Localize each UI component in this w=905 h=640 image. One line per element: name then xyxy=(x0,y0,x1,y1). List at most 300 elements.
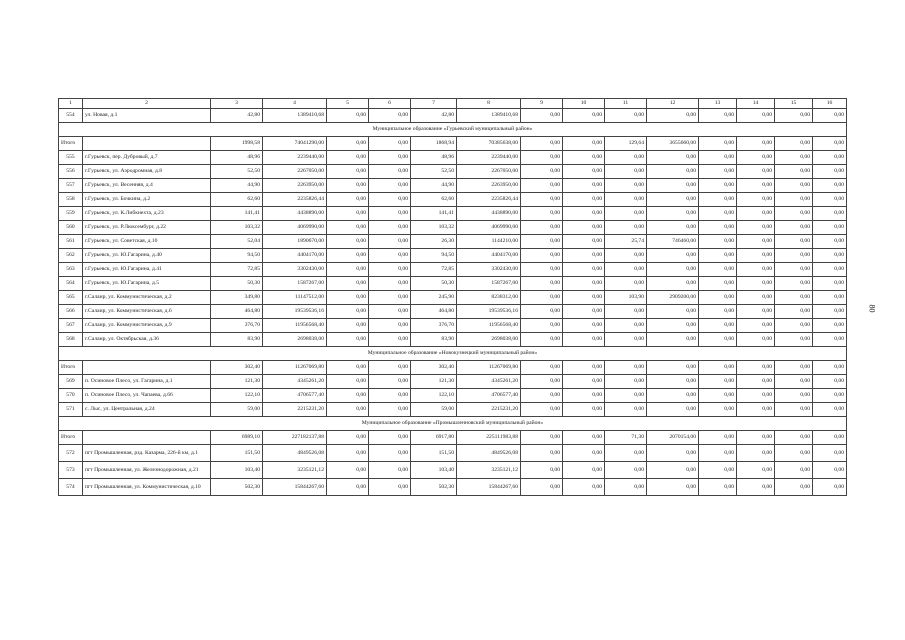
value-cell: 0,00 xyxy=(563,305,605,319)
value-cell: 0,00 xyxy=(521,221,563,235)
value-cell: 6989,10 xyxy=(211,431,263,445)
value-cell: 11956568,40 xyxy=(263,319,327,333)
value-cell: 0,00 xyxy=(813,109,847,123)
value-cell: 227182137,88 xyxy=(263,431,327,445)
value-cell: 0,00 xyxy=(327,361,369,375)
address-cell: п. Осиновое Плесо, ул. Гагарина, д.1 xyxy=(83,375,211,389)
table-row xyxy=(59,249,847,263)
value-cell: 0,00 xyxy=(699,319,737,333)
value-cell: 50,30 xyxy=(211,277,263,291)
value-cell: 62,60 xyxy=(211,193,263,207)
value-cell: 0,00 xyxy=(605,221,647,235)
value-cell: 1389410,68 xyxy=(457,109,521,123)
address-cell xyxy=(83,361,211,375)
value-cell: 0,00 xyxy=(327,305,369,319)
value-cell: 0,00 xyxy=(775,375,813,389)
value-cell: 52,50 xyxy=(211,165,263,179)
value-cell: 0,00 xyxy=(737,445,775,462)
value-cell: 464,80 xyxy=(211,305,263,319)
value-cell: 0,00 xyxy=(775,109,813,123)
value-cell: 502,30 xyxy=(411,479,457,496)
value-cell: 0,00 xyxy=(369,165,411,179)
value-cell: 0,00 xyxy=(563,445,605,462)
value-cell: 0,00 xyxy=(605,179,647,193)
value-cell: 0,00 xyxy=(813,137,847,151)
section-row xyxy=(59,347,847,361)
value-cell: 0,00 xyxy=(369,445,411,462)
value-cell: 0,00 xyxy=(369,235,411,249)
value-cell: 25,74 xyxy=(605,235,647,249)
address-cell: пгт Промышленная, ул. Коммунистическая, д.10 xyxy=(83,479,211,496)
value-cell: 0,00 xyxy=(521,109,563,123)
table-row xyxy=(59,151,847,165)
value-cell: 0,00 xyxy=(737,263,775,277)
value-cell: 0,00 xyxy=(647,445,699,462)
value-cell: 0,00 xyxy=(647,319,699,333)
value-cell: 0,00 xyxy=(521,389,563,403)
row-number-cell: 556 xyxy=(59,165,83,179)
address-cell: г.Салаир, ул. Коммунистическая, д.2 xyxy=(83,291,211,305)
value-cell: 0,00 xyxy=(605,249,647,263)
document-page xyxy=(58,98,846,496)
column-header: 3 xyxy=(211,99,263,109)
value-cell: 0,00 xyxy=(563,431,605,445)
table-row xyxy=(59,319,847,333)
value-cell: 0,00 xyxy=(369,462,411,479)
value-cell: 302,40 xyxy=(211,361,263,375)
value-cell: 0,00 xyxy=(521,403,563,417)
value-cell: 0,00 xyxy=(813,445,847,462)
value-cell: 0,00 xyxy=(813,235,847,249)
row-number-cell: 561 xyxy=(59,235,83,249)
address-cell: пгт Промышленная, ул. Железнодорожная, д.21 xyxy=(83,462,211,479)
table-row xyxy=(59,137,847,151)
row-number-cell: 574 xyxy=(59,479,83,496)
column-header: 8 xyxy=(457,99,521,109)
row-number-cell: 554 xyxy=(59,109,83,123)
value-cell: 0,00 xyxy=(737,179,775,193)
value-cell: 3302430,00 xyxy=(263,263,327,277)
address-cell xyxy=(83,137,211,151)
value-cell: 0,00 xyxy=(813,462,847,479)
value-cell: 0,00 xyxy=(699,479,737,496)
value-cell: 0,00 xyxy=(521,235,563,249)
value-cell: 4404170,00 xyxy=(457,249,521,263)
row-number-cell: 571 xyxy=(59,403,83,417)
value-cell: 122,10 xyxy=(211,389,263,403)
value-cell: 0,00 xyxy=(327,389,369,403)
value-cell: 72,85 xyxy=(211,263,263,277)
value-cell: 103,40 xyxy=(211,462,263,479)
value-cell: 0,00 xyxy=(775,361,813,375)
value-cell: 0,00 xyxy=(369,263,411,277)
row-number-cell: 572 xyxy=(59,445,83,462)
value-cell: 0,00 xyxy=(699,179,737,193)
value-cell: 6917,80 xyxy=(411,431,457,445)
section-title: Муниципальное образование «Промышленновский муниципальный район» xyxy=(59,417,847,431)
row-number-cell: Итого xyxy=(59,137,83,151)
value-cell: 0,00 xyxy=(563,249,605,263)
row-number-cell: 555 xyxy=(59,151,83,165)
value-cell: 0,00 xyxy=(521,431,563,445)
value-cell: 0,00 xyxy=(647,193,699,207)
value-cell: 0,00 xyxy=(327,221,369,235)
section-row xyxy=(59,123,847,137)
value-cell: 0,00 xyxy=(647,207,699,221)
value-cell: 464,80 xyxy=(411,305,457,319)
value-cell: 74041290,00 xyxy=(263,137,327,151)
table-row xyxy=(59,179,847,193)
value-cell: 11267069,80 xyxy=(457,361,521,375)
value-cell: 0,00 xyxy=(605,165,647,179)
value-cell: 52,50 xyxy=(411,165,457,179)
value-cell: 0,00 xyxy=(813,431,847,445)
value-cell: 502,30 xyxy=(211,479,263,496)
row-number-cell: 570 xyxy=(59,389,83,403)
value-cell: 0,00 xyxy=(563,235,605,249)
value-cell: 0,00 xyxy=(813,479,847,496)
value-cell: 0,00 xyxy=(369,291,411,305)
column-header: 15 xyxy=(775,99,813,109)
table-row xyxy=(59,165,847,179)
value-cell: 0,00 xyxy=(605,207,647,221)
value-cell: 0,00 xyxy=(813,221,847,235)
column-header: 2 xyxy=(83,99,211,109)
value-cell: 245,90 xyxy=(411,291,457,305)
value-cell: 48,96 xyxy=(411,151,457,165)
value-cell: 0,00 xyxy=(521,193,563,207)
column-header: 11 xyxy=(605,99,647,109)
value-cell: 0,00 xyxy=(813,389,847,403)
value-cell: 15844267,60 xyxy=(263,479,327,496)
value-cell: 50,30 xyxy=(411,277,457,291)
value-cell: 0,00 xyxy=(327,375,369,389)
value-cell: 0,00 xyxy=(521,291,563,305)
value-cell: 0,00 xyxy=(699,165,737,179)
value-cell: 0,00 xyxy=(563,361,605,375)
table-row xyxy=(59,333,847,347)
address-cell: г.Гурьевск, ул. Р.Люксембург, д.22 xyxy=(83,221,211,235)
value-cell: 0,00 xyxy=(699,137,737,151)
value-cell: 0,00 xyxy=(605,445,647,462)
value-cell: 0,00 xyxy=(563,479,605,496)
value-cell: 0,00 xyxy=(737,291,775,305)
value-cell: 746460,00 xyxy=(647,235,699,249)
value-cell: 0,00 xyxy=(521,305,563,319)
value-cell: 0,00 xyxy=(369,361,411,375)
value-cell: 0,00 xyxy=(737,137,775,151)
column-header: 16 xyxy=(813,99,847,109)
value-cell: 0,00 xyxy=(521,445,563,462)
value-cell: 0,00 xyxy=(813,305,847,319)
value-cell: 0,00 xyxy=(521,179,563,193)
value-cell: 0,00 xyxy=(369,479,411,496)
value-cell: 59,00 xyxy=(211,403,263,417)
value-cell: 0,00 xyxy=(647,179,699,193)
value-cell: 0,00 xyxy=(775,462,813,479)
address-cell: г.Гурьевск, ул. К.Либкнехта, д.23 xyxy=(83,207,211,221)
value-cell: 0,00 xyxy=(369,109,411,123)
value-cell: 0,00 xyxy=(605,277,647,291)
value-cell: 19539536,16 xyxy=(457,305,521,319)
row-number-cell: 564 xyxy=(59,277,83,291)
value-cell: 0,00 xyxy=(563,375,605,389)
value-cell: 0,00 xyxy=(605,375,647,389)
address-cell: г.Гурьевск, ул. Ю.Гагарина, д.41 xyxy=(83,263,211,277)
column-header: 14 xyxy=(737,99,775,109)
value-cell: 376,70 xyxy=(411,319,457,333)
value-cell: 0,00 xyxy=(605,333,647,347)
row-number-cell: Итого xyxy=(59,361,83,375)
value-cell: 0,00 xyxy=(369,333,411,347)
value-cell: 0,00 xyxy=(369,431,411,445)
value-cell: 0,00 xyxy=(563,263,605,277)
value-cell: 0,00 xyxy=(327,263,369,277)
value-cell: 0,00 xyxy=(737,389,775,403)
value-cell: 42,80 xyxy=(411,109,457,123)
value-cell: 0,00 xyxy=(775,235,813,249)
value-cell: 0,00 xyxy=(775,137,813,151)
value-cell: 151,50 xyxy=(211,445,263,462)
value-cell: 0,00 xyxy=(699,462,737,479)
column-header: 13 xyxy=(699,99,737,109)
value-cell: 1587267,00 xyxy=(457,277,521,291)
table-row xyxy=(59,235,847,249)
value-cell: 0,00 xyxy=(775,389,813,403)
value-cell: 0,00 xyxy=(775,319,813,333)
value-cell: 0,00 xyxy=(737,235,775,249)
value-cell: 0,00 xyxy=(563,165,605,179)
table-row xyxy=(59,479,847,496)
value-cell: 44,90 xyxy=(211,179,263,193)
value-cell: 72,85 xyxy=(411,263,457,277)
value-cell: 0,00 xyxy=(699,207,737,221)
value-cell: 0,00 xyxy=(369,179,411,193)
value-cell: 0,00 xyxy=(737,462,775,479)
value-cell: 3655660,00 xyxy=(647,137,699,151)
value-cell: 0,00 xyxy=(369,403,411,417)
value-cell: 0,00 xyxy=(327,109,369,123)
value-cell: 0,00 xyxy=(369,193,411,207)
value-cell: 0,00 xyxy=(647,221,699,235)
value-cell: 70385638,00 xyxy=(457,137,521,151)
row-number-cell: 559 xyxy=(59,207,83,221)
column-header: 10 xyxy=(563,99,605,109)
table-row xyxy=(59,291,847,305)
value-cell: 0,00 xyxy=(647,333,699,347)
value-cell: 0,00 xyxy=(521,151,563,165)
value-cell: 0,00 xyxy=(327,179,369,193)
value-cell: 1998,58 xyxy=(211,137,263,151)
value-cell: 103,32 xyxy=(411,221,457,235)
value-cell: 0,00 xyxy=(647,389,699,403)
value-cell: 0,00 xyxy=(737,221,775,235)
value-cell: 0,00 xyxy=(369,305,411,319)
value-cell: 2909200,00 xyxy=(647,291,699,305)
value-cell: 0,00 xyxy=(775,479,813,496)
value-cell: 0,00 xyxy=(521,277,563,291)
value-cell: 4438890,00 xyxy=(457,207,521,221)
column-header: 12 xyxy=(647,99,699,109)
value-cell: 0,00 xyxy=(647,375,699,389)
table-row xyxy=(59,389,847,403)
value-cell: 0,00 xyxy=(521,479,563,496)
address-cell: г.Гурьевск, ул. Весенняя, д.4 xyxy=(83,179,211,193)
address-cell: г.Гурьевск, ул. Ю.Гагарина, д.40 xyxy=(83,249,211,263)
value-cell: 1890670,00 xyxy=(263,235,327,249)
address-cell: пгт Промышленная, рзд. Казарма, 226-й км, д.1 xyxy=(83,445,211,462)
address-cell: г.Гурьевск, пер. Дубровый, д.7 xyxy=(83,151,211,165)
value-cell: 0,00 xyxy=(327,462,369,479)
value-cell: 71,30 xyxy=(605,431,647,445)
value-cell: 0,00 xyxy=(369,151,411,165)
value-cell: 94,50 xyxy=(411,249,457,263)
value-cell: 0,00 xyxy=(327,431,369,445)
value-cell: 3302430,00 xyxy=(457,263,521,277)
value-cell: 0,00 xyxy=(737,319,775,333)
value-cell: 141,41 xyxy=(411,207,457,221)
value-cell: 0,00 xyxy=(327,403,369,417)
header-row xyxy=(59,99,847,109)
value-cell: 0,00 xyxy=(737,333,775,347)
value-cell: 0,00 xyxy=(563,403,605,417)
table-row xyxy=(59,263,847,277)
table-row xyxy=(59,462,847,479)
value-cell: 0,00 xyxy=(647,277,699,291)
column-header: 9 xyxy=(521,99,563,109)
value-cell: 0,00 xyxy=(647,403,699,417)
value-cell: 0,00 xyxy=(699,109,737,123)
value-cell: 2698038,00 xyxy=(457,333,521,347)
value-cell: 0,00 xyxy=(605,193,647,207)
value-cell: 0,00 xyxy=(737,249,775,263)
value-cell: 0,00 xyxy=(699,403,737,417)
value-cell: 0,00 xyxy=(699,431,737,445)
address-cell xyxy=(83,431,211,445)
value-cell: 0,00 xyxy=(647,361,699,375)
value-cell: 0,00 xyxy=(369,375,411,389)
value-cell: 0,00 xyxy=(521,249,563,263)
value-cell: 0,00 xyxy=(737,277,775,291)
value-cell: 44,90 xyxy=(411,179,457,193)
value-cell: 0,00 xyxy=(605,462,647,479)
value-cell: 4706577,40 xyxy=(263,389,327,403)
address-cell: г.Салаир, ул. Коммунистическая, д.6 xyxy=(83,305,211,319)
value-cell: 0,00 xyxy=(737,165,775,179)
value-cell: 0,00 xyxy=(521,462,563,479)
value-cell: 0,00 xyxy=(813,291,847,305)
value-cell: 0,00 xyxy=(369,277,411,291)
value-cell: 0,00 xyxy=(327,165,369,179)
section-title: Муниципальное образование «Новокузнецкий муниципальный район» xyxy=(59,347,847,361)
value-cell: 0,00 xyxy=(369,319,411,333)
value-cell: 0,00 xyxy=(775,193,813,207)
row-number-cell: 567 xyxy=(59,319,83,333)
value-cell: 11267069,80 xyxy=(263,361,327,375)
value-cell: 4069990,00 xyxy=(263,221,327,235)
value-cell: 4849526,08 xyxy=(263,445,327,462)
value-cell: 0,00 xyxy=(563,462,605,479)
value-cell: 1587267,00 xyxy=(263,277,327,291)
value-cell: 0,00 xyxy=(327,277,369,291)
table-row xyxy=(59,361,847,375)
value-cell: 0,00 xyxy=(775,291,813,305)
value-cell: 0,00 xyxy=(647,109,699,123)
value-cell: 0,00 xyxy=(563,319,605,333)
value-cell: 2267050,00 xyxy=(457,165,521,179)
value-cell: 0,00 xyxy=(369,221,411,235)
row-number-cell: 560 xyxy=(59,221,83,235)
value-cell: 0,00 xyxy=(737,151,775,165)
value-cell: 0,00 xyxy=(647,151,699,165)
value-cell: 0,00 xyxy=(563,389,605,403)
value-cell: 2235826,44 xyxy=(457,193,521,207)
value-cell: 0,00 xyxy=(775,263,813,277)
value-cell: 0,00 xyxy=(699,305,737,319)
address-cell: г.Салаир, ул. Коммунистическая, д.9 xyxy=(83,319,211,333)
value-cell: 0,00 xyxy=(605,263,647,277)
value-cell: 0,00 xyxy=(563,333,605,347)
value-cell: 0,00 xyxy=(521,361,563,375)
value-cell: 0,00 xyxy=(699,333,737,347)
value-cell: 0,00 xyxy=(699,375,737,389)
value-cell: 42,80 xyxy=(211,109,263,123)
row-number-cell: 557 xyxy=(59,179,83,193)
value-cell: 4345261,20 xyxy=(457,375,521,389)
value-cell: 0,00 xyxy=(563,207,605,221)
value-cell: 0,00 xyxy=(521,263,563,277)
value-cell: 83,90 xyxy=(411,333,457,347)
value-cell: 4069990,00 xyxy=(457,221,521,235)
value-cell: 4345261,20 xyxy=(263,375,327,389)
value-cell: 59,00 xyxy=(411,403,457,417)
value-cell: 2698038,00 xyxy=(263,333,327,347)
value-cell: 0,00 xyxy=(369,207,411,221)
value-cell: 0,00 xyxy=(813,361,847,375)
value-cell: 0,00 xyxy=(563,151,605,165)
value-cell: 0,00 xyxy=(813,263,847,277)
value-cell: 122,10 xyxy=(411,389,457,403)
value-cell: 0,00 xyxy=(563,277,605,291)
value-cell: 0,00 xyxy=(327,249,369,263)
value-cell: 2215231,20 xyxy=(457,403,521,417)
value-cell: 0,00 xyxy=(775,445,813,462)
value-cell: 0,00 xyxy=(327,445,369,462)
value-cell: 103,40 xyxy=(411,462,457,479)
value-cell: 0,00 xyxy=(563,291,605,305)
value-cell: 0,00 xyxy=(605,361,647,375)
row-number-cell: 573 xyxy=(59,462,83,479)
value-cell: 0,00 xyxy=(605,403,647,417)
value-cell: 0,00 xyxy=(775,431,813,445)
value-cell: 0,00 xyxy=(647,165,699,179)
value-cell: 0,00 xyxy=(813,249,847,263)
value-cell: 0,00 xyxy=(775,333,813,347)
value-cell: 2239440,00 xyxy=(263,151,327,165)
table-row xyxy=(59,109,847,123)
column-header: 1 xyxy=(59,99,83,109)
table-row xyxy=(59,277,847,291)
value-cell: 2070154,00 xyxy=(647,431,699,445)
value-cell: 0,00 xyxy=(775,221,813,235)
value-cell: 0,00 xyxy=(775,277,813,291)
value-cell: 0,00 xyxy=(647,249,699,263)
value-cell: 0,00 xyxy=(813,403,847,417)
value-cell: 4438890,00 xyxy=(263,207,327,221)
address-cell: г.Гурьевск, ул. Аэродромная, д.8 xyxy=(83,165,211,179)
row-number-cell: 566 xyxy=(59,305,83,319)
value-cell: 0,00 xyxy=(699,221,737,235)
